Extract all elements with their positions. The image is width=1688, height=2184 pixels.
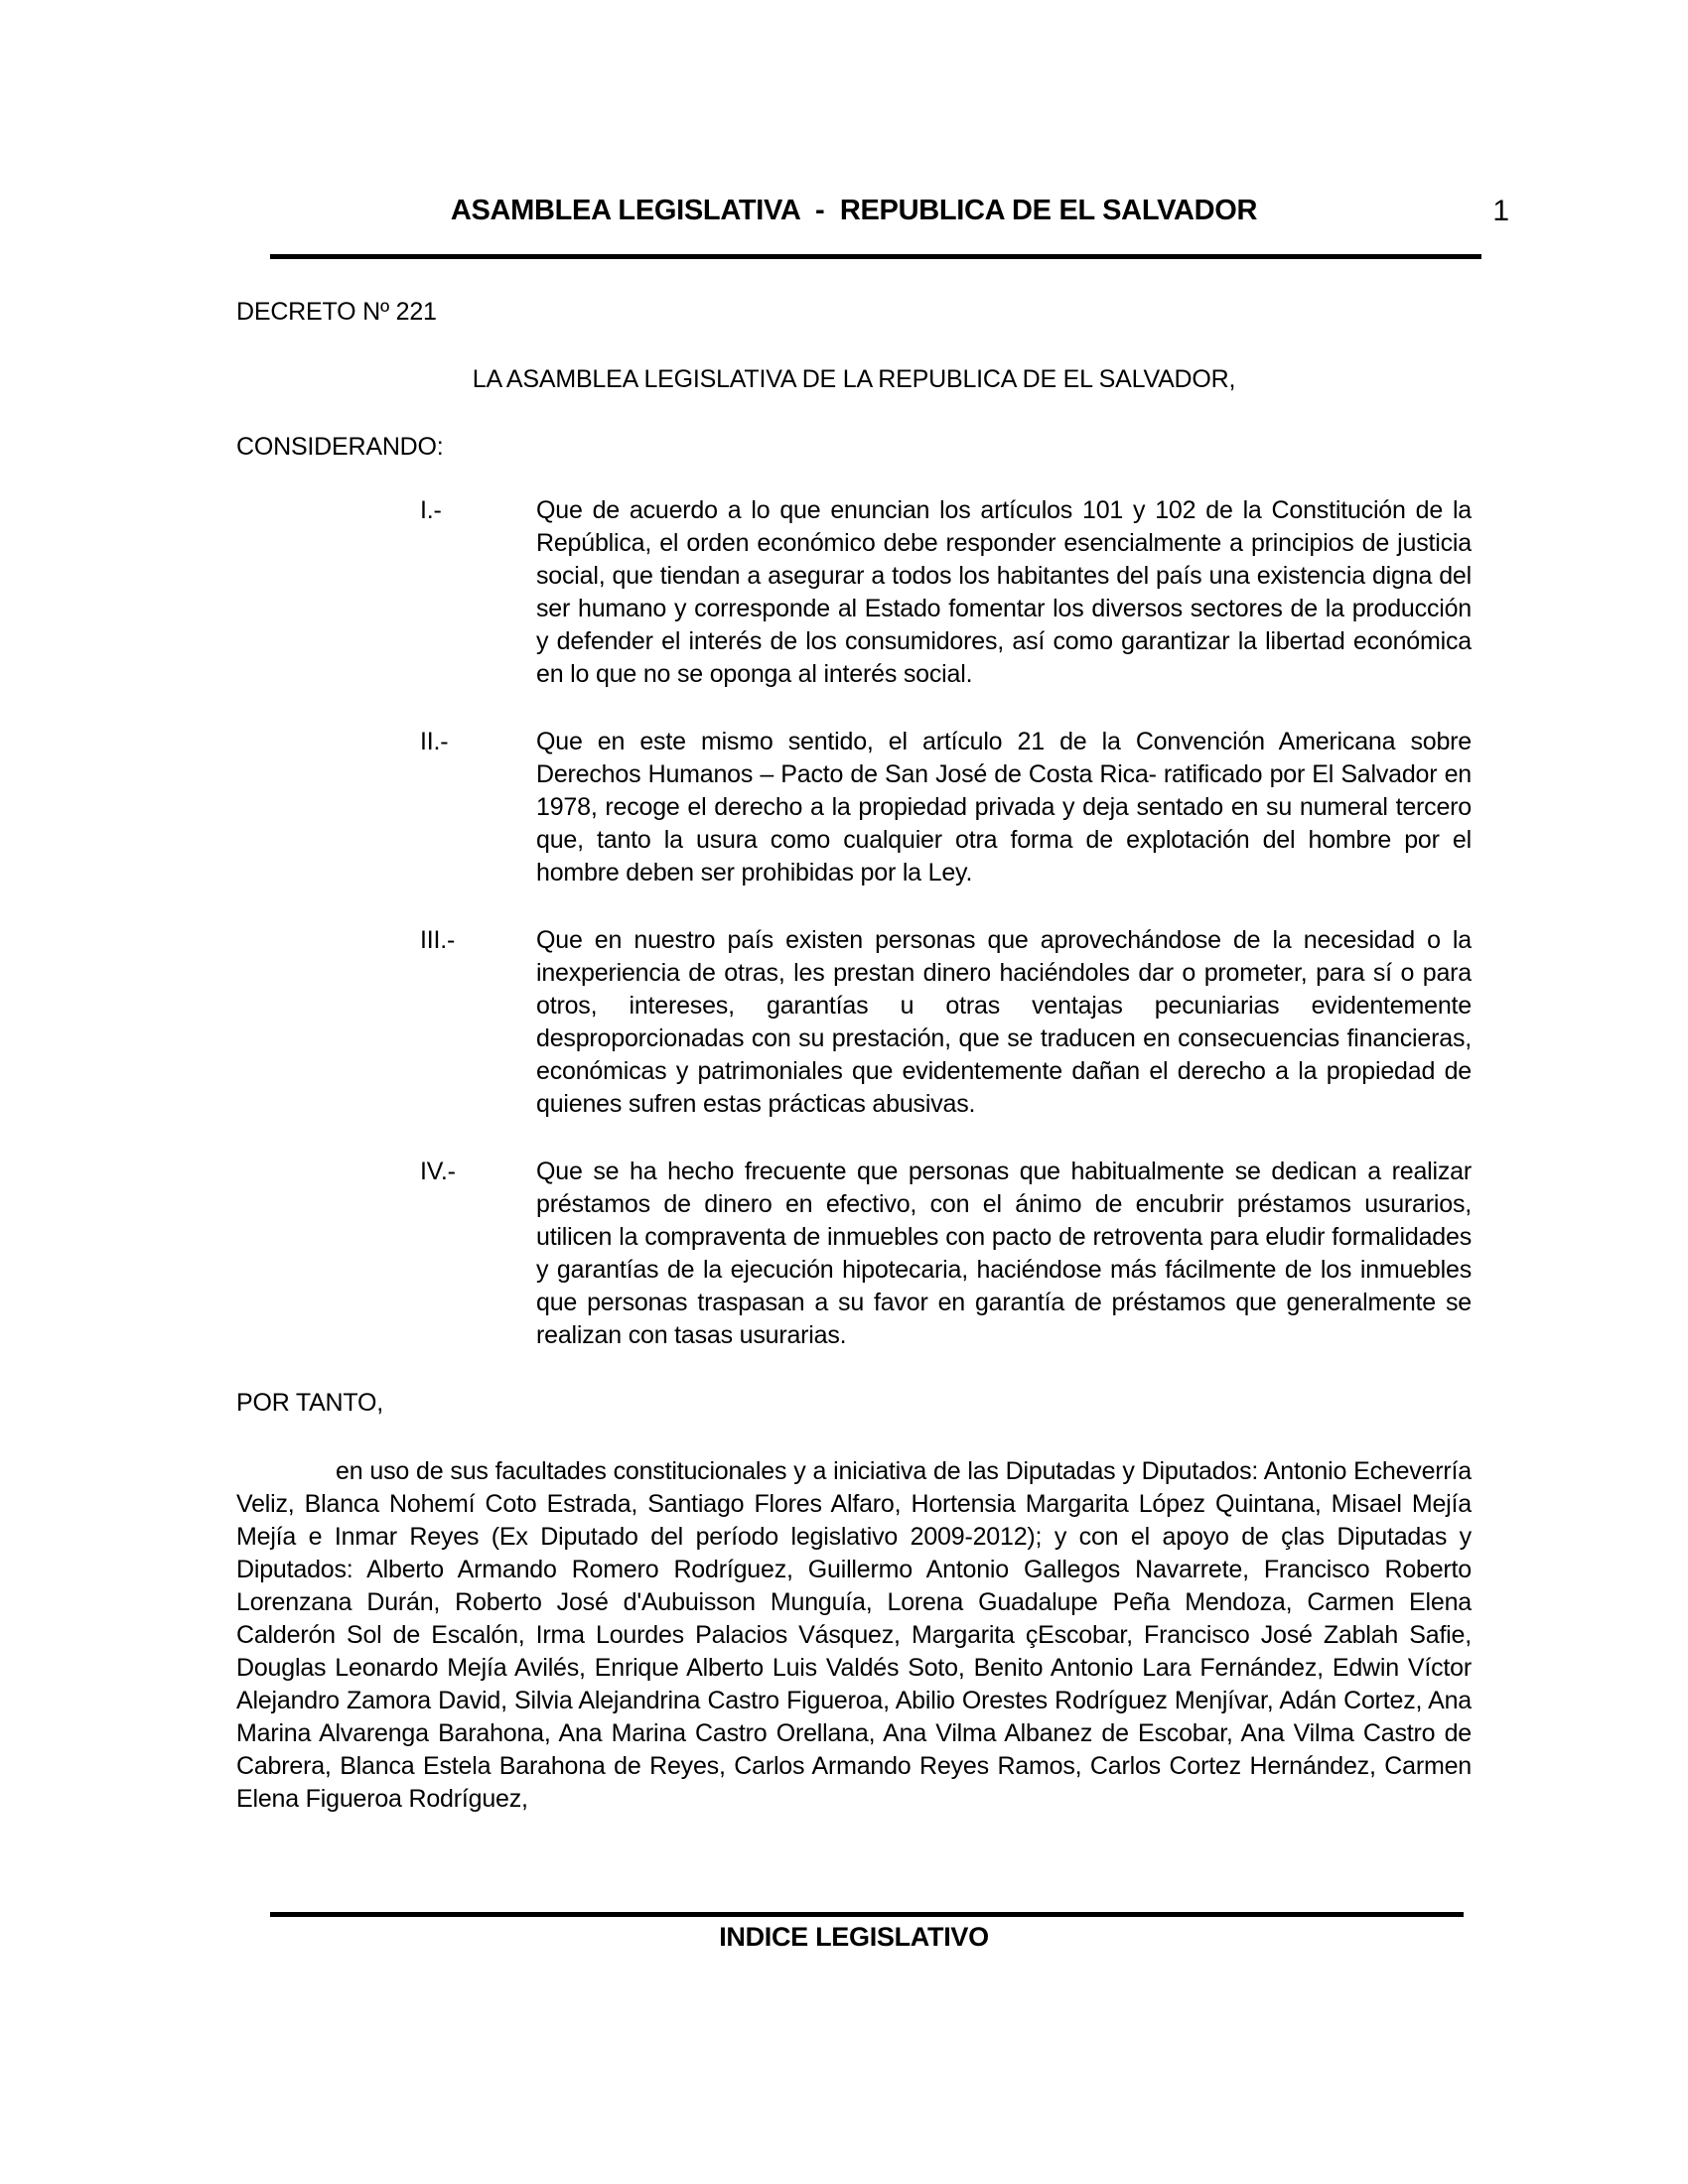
considerations-list xyxy=(236,494,1472,1352)
consideration-item-4 xyxy=(236,1156,1472,1352)
consideration-text: Que se ha hecho frecuente que personas que habitualmente se dedican a realizar préstamos de dinero en efectivo, con el ánimo de encubrir préstamos usurarios, utilicen la compraventa de inmuebles con pacto de retroventa para eludir formalidades y garantías de la ejecución hipotecaria, haciéndose más fácilmente de los inmuebles que personas traspasan a su favor en garantía de préstamos que generalmente se realizan con tasas usurarias. xyxy=(536,1158,1472,1349)
initiative-paragraph: en uso de sus facultades constitucionales y a iniciativa de las Diputadas y Diputados: Antonio Echeverría Veliz, Blanca Nohemí Coto Estrada, Santiago Flores Alfaro, Hortensia Margarita López Quintana, Misael Mejía Mejía e Inmar Reyes (Ex Diputado del período legislativo 2009-2012); y con el apoyo de çlas Diputadas y Diputados: Alberto Armando Romero Rodríguez, Guillermo Antonio Gallegos Navarrete, Francisco Roberto Lorenzana Durán, Roberto José d'Aubuisson Munguía, Lorena Guadalupe Peña Mendoza, Carmen Elena Calderón Sol de Escalón, Irma Lourdes Palacios Vásquez, Margarita çEscobar, Francisco José Zablah Safie, Douglas Leonardo Mejía Avilés, Enrique Alberto Luis Valdés Soto, Benito Antonio Lara Fernández, Edwin Víctor Alejandro Zamora David, Silvia Alejandrina Castro Figueroa, Abilio Orestes Rodríguez Menjívar, Adán Cortez, Ana Marina Alvarenga Barahona, Ana Marina Castro Orellana, Ana Vilma Albanez de Escobar, Ana Vilma Castro de Cabrera, Blanca Estela Barahona de Reyes, Carlos Armando Reyes Ramos, Carlos Cortez Hernández, Carmen Elena Figueroa Rodríguez, xyxy=(236,1457,1472,1813)
consideration-numeral: IV.- xyxy=(420,1158,456,1185)
consideration-numeral: III.- xyxy=(420,926,456,954)
consideration-text: Que en este mismo sentido, el artículo 21 de la Convención Americana sobre Derechos Humanos – Pacto de San José de Costa Rica- ratificado por El Salvador en 1978, recoge el derecho a la propiedad privada y deja sentado en su numeral tercero que, tanto la usura como cualquier otra forma de explotación del hombre por el hombre deben ser prohibidas por la Ley. xyxy=(536,728,1472,887)
consideration-item-1 xyxy=(236,494,1472,691)
header-rule xyxy=(270,254,1481,259)
footer-rule xyxy=(270,1912,1464,1917)
footer-title: INDICE LEGISLATIVO xyxy=(719,1922,989,1952)
consideration-item-2 xyxy=(236,726,1472,889)
considerando-label: CONSIDERANDO: xyxy=(236,433,444,461)
consideration-numeral: I.- xyxy=(420,496,442,524)
page-header-title: ASAMBLEA LEGISLATIVA - REPUBLICA DE EL SALVADOR xyxy=(450,195,1258,226)
consideration-text: Que en nuestro país existen personas que aprovechándose de la necesidad o la inexperiencia de otras, les prestan dinero haciéndoles dar o prometer, para sí o para otros, intereses, garantías u otras ventajas pecuniarias evidentemente desproporcionadas con su prestación, que se traducen en consecuencias financieras, económicas y patrimoniales que evidentemente dañan el derecho a la propiedad de quienes sufren estas prácticas abusivas. xyxy=(536,926,1472,1118)
consideration-numeral: II.- xyxy=(420,728,449,755)
assembly-heading: LA ASAMBLEA LEGISLATIVA DE LA REPUBLICA DE EL SALVADOR, xyxy=(472,365,1236,393)
document-content xyxy=(236,296,1472,1816)
page-number: 1 xyxy=(1492,195,1509,227)
decree-number: DECRETO Nº 221 xyxy=(236,298,437,326)
consideration-item-3 xyxy=(236,924,1472,1121)
consideration-text: Que de acuerdo a lo que enuncian los artículos 101 y 102 de la Constitución de la República, el orden económico debe responder esencialmente a principios de justicia social, que tiendan a asegurar a todos los habitantes del país una existencia digna del ser humano y corresponde al Estado fomentar los diversos sectores de la producción y defender el interés de los consumidores, así como garantizar la libertad económica en lo que no se oponga al interés social. xyxy=(536,496,1472,688)
por-tanto-label: POR TANTO, xyxy=(236,1389,384,1417)
